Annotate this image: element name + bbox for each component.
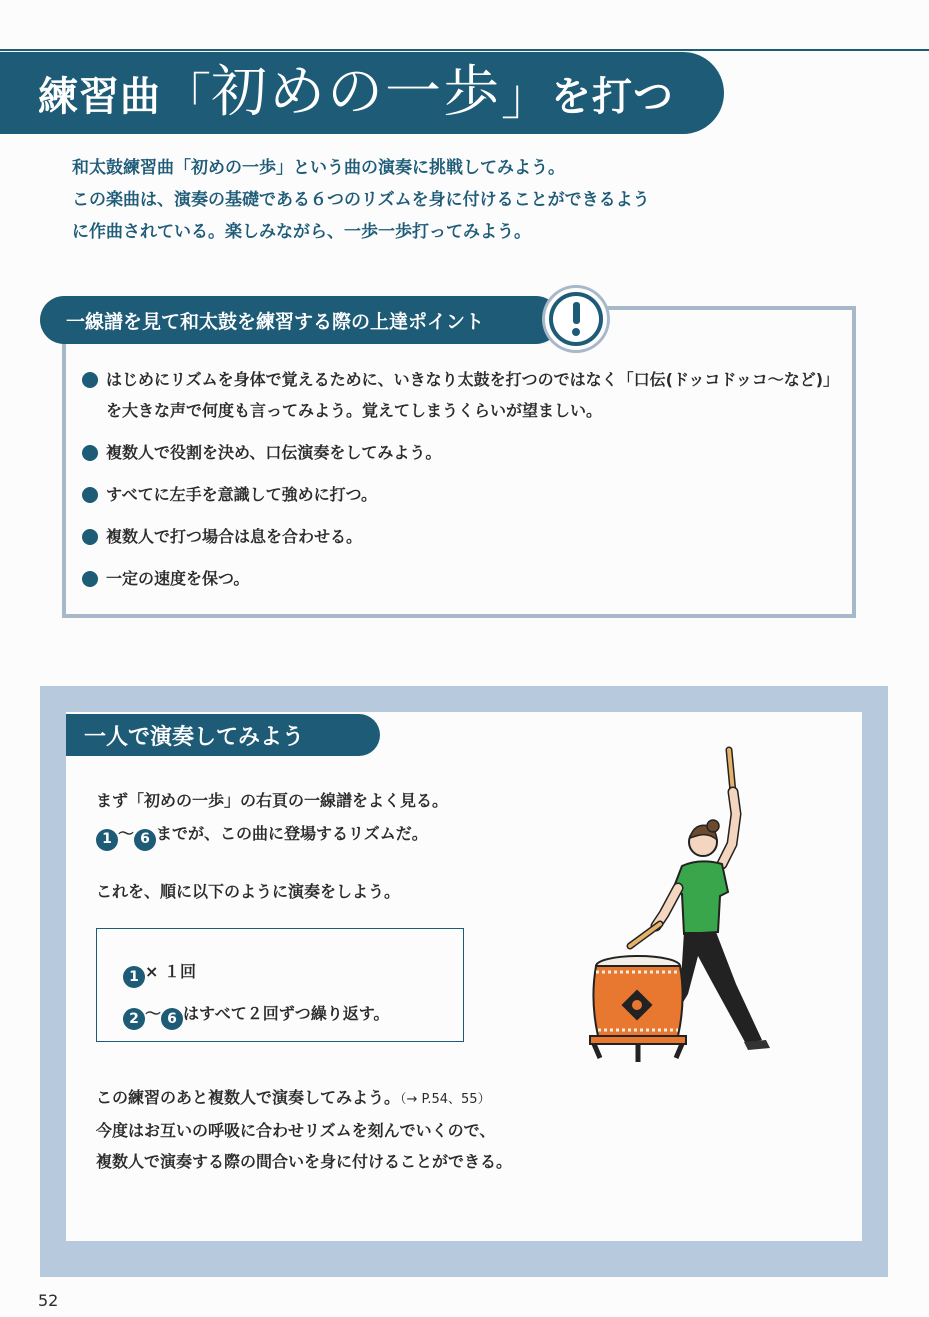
- title-close-bracket: 」: [501, 68, 551, 126]
- points-heading: [40, 296, 560, 344]
- rhythm-number-badge: 2: [123, 1008, 145, 1030]
- point-item: [82, 479, 842, 510]
- rhythm-number-badge: 1: [123, 966, 145, 988]
- solo-heading: [66, 714, 380, 756]
- drum-stand-legs: [594, 1044, 682, 1062]
- rhythm-number-badge: 6: [161, 1008, 183, 1030]
- solo-heading-text: 一人で演奏してみよう: [84, 724, 305, 750]
- page-title-song: 初めの一歩: [211, 60, 501, 125]
- point-item: [82, 521, 842, 552]
- solo-line-3: これを、順に以下のように演奏をしよう。: [96, 881, 401, 901]
- bullet-icon: [82, 445, 98, 461]
- order-row-1-text: × １回: [145, 962, 196, 981]
- point-item: [82, 437, 842, 468]
- header-rule: [0, 49, 929, 51]
- points-heading-text: 一線譜を見て和太鼓を練習する際の上達ポイント: [66, 310, 485, 333]
- page-number: 52: [38, 1291, 59, 1310]
- tilde: 〜: [118, 824, 135, 843]
- drum-emblem-center: [632, 1000, 642, 1010]
- point-text: すべてに左手を意識して強めに打つ。: [106, 485, 378, 504]
- solo-line-1: まず「初めの一歩」の右頁の一線譜をよく見る。: [96, 791, 449, 810]
- closing-line-1-text: この練習のあと複数人で演奏してみよう。: [96, 1088, 401, 1107]
- order-row-2-text: はすべて２回ずつ繰り返す。: [183, 1004, 390, 1023]
- point-text: はじめにリズムを身体で覚えるために、いきなり太鼓を打つのではなく「口伝(ドッコドッコ〜など)」を大きな声で何度も言ってみよう。覚えてしまうくらいが望ましい。: [106, 370, 840, 420]
- point-text: 複数人で役割を決め、口伝演奏をしてみよう。: [106, 443, 442, 462]
- drum-stand-top: [590, 1036, 686, 1044]
- tilde: 〜: [145, 1004, 162, 1023]
- taiko-drummer-illustration: [586, 744, 786, 1074]
- rhythm-number-badge: 1: [96, 829, 118, 851]
- page-reference: （→ P.54、55）: [400, 1092, 491, 1107]
- intro-line: この楽曲は、演奏の基礎である６つのリズムを身に付けることができるよう: [72, 190, 650, 210]
- page-title-prefix: 練習曲: [38, 73, 161, 120]
- exclamation-bar: [573, 302, 580, 324]
- point-item: [82, 563, 842, 594]
- order-row-1: [123, 951, 463, 993]
- exclamation-dot: [572, 328, 580, 336]
- page-title-suffix: を打つ: [551, 73, 674, 120]
- bullet-icon: [82, 487, 98, 503]
- closing-line-2: 今度はお互いの呼吸に合わせリズムを刻んでいくので、: [96, 1121, 496, 1140]
- order-row-2: [123, 993, 463, 1035]
- intro-line: 和太鼓練習曲「初めの一歩」という曲の演奏に挑戦してみよう。: [72, 158, 565, 178]
- practice-order-box: [96, 928, 464, 1042]
- point-text: 一定の速度を保つ。: [106, 569, 250, 588]
- black-pants: [676, 932, 762, 1044]
- exclamation-icon-inner: [553, 296, 599, 342]
- closing-line-3: 複数人で演奏する際の間合いを身に付けることができる。: [96, 1152, 513, 1171]
- intro-line: に作曲されている。楽しみながら、一歩一歩打ってみよう。: [72, 222, 531, 242]
- solo-instructions: [96, 784, 448, 908]
- green-shirt: [672, 861, 728, 934]
- bullet-icon: [82, 529, 98, 545]
- bullet-icon: [82, 372, 98, 388]
- rhythm-number-badge: 6: [134, 829, 156, 851]
- hair-bun: [707, 820, 719, 832]
- solo-line-2: [96, 817, 448, 851]
- exclamation-icon: [545, 288, 607, 350]
- closing-text: [96, 1082, 512, 1177]
- point-item: [82, 364, 842, 426]
- point-text: 複数人で打つ場合は息を合わせる。: [106, 527, 363, 546]
- lower-drumstick-fill: [630, 924, 660, 946]
- page-title-banner: [0, 52, 724, 134]
- lower-arm: [656, 888, 678, 926]
- solo-line-2-text: までが、この曲に登場するリズムだ。: [156, 824, 428, 843]
- intro-text: [72, 152, 872, 248]
- points-list: [82, 364, 842, 605]
- title-open-bracket: 「: [161, 68, 211, 126]
- closing-line-1: [96, 1082, 512, 1115]
- bullet-icon: [82, 571, 98, 587]
